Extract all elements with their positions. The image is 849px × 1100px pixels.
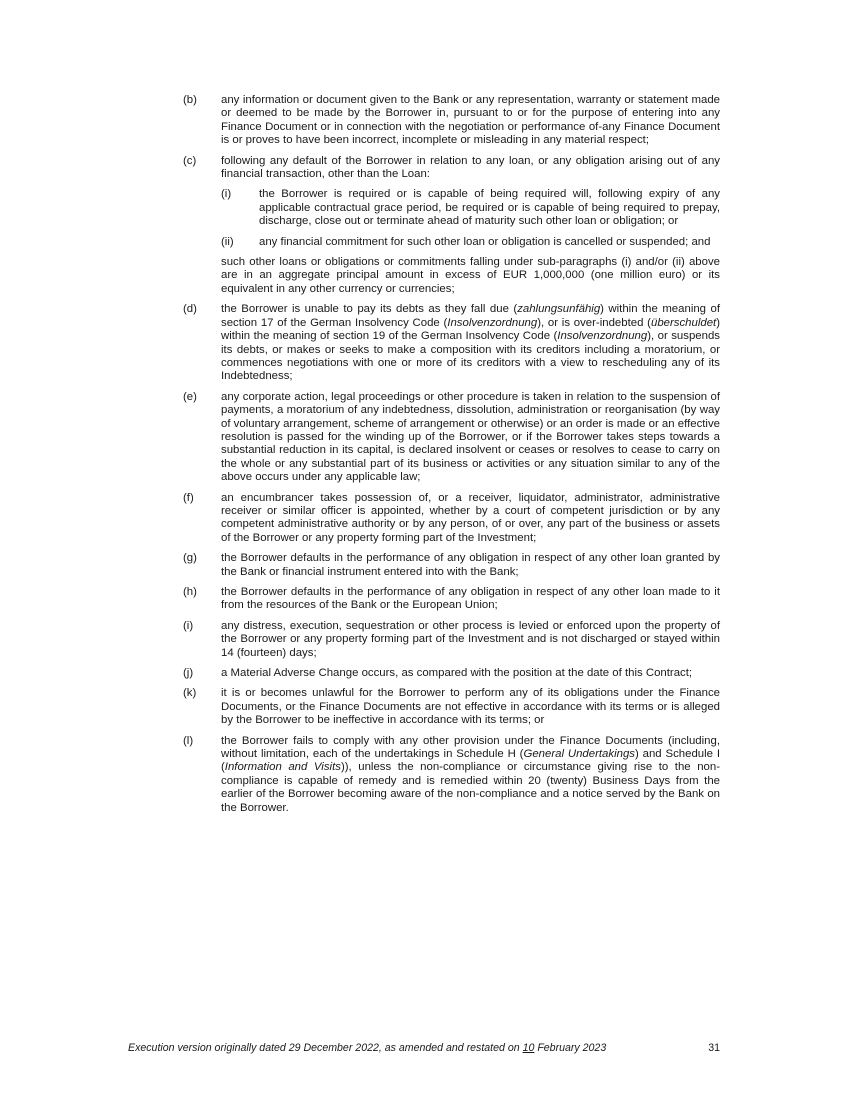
clause-text: the Borrower is unable to pay its debts as they fall due (zahlungsunfähig) within the meaning of section 17 of the German Insolvency Code (Insolvenzordnung), or is over-indebted (überschuldet) within the meaning of section 19 of the German Insolvency Code (Insolvenzordnung), or suspends its debts, or makes or seeks to make a composition with its creditors including a moratorium, or commences negotiations with one or more of its creditors with a view to rescheduling any of its Indebtedness; (221, 303, 721, 383)
clause-j (183, 667, 720, 680)
sub-clause-i (221, 188, 720, 228)
footer-note: Execution version originally dated 29 December 2022, as amended and restated on 10 February 2023 (128, 1042, 607, 1054)
clause-c (183, 155, 720, 297)
clause-text: a Material Adverse Change occurs, as compared with the position at the date of this Contract; (221, 667, 693, 680)
clause-e (183, 391, 720, 485)
clause-k (183, 687, 720, 727)
sub-clause-ii (221, 236, 720, 249)
sub-clause-label: (i) (221, 188, 232, 201)
clause-text: any corporate action, legal proceedings or other procedure is taken in relation to the suspension of payments, a moratorium of any indebtedness, dissolution, administration or reorganisation (by way of voluntary arrangement, scheme of arrangement or otherwise) or an order is made or an effective resolution is passed for the winding up of the Borrower, or if the Borrower takes steps towards a substantial reduction in its capital, is declared insolvent or ceases or resolves to cease to carry on the whole or any substantial part of its business or activities or any situation similar to any of the above occurs under any applicable law; (221, 390, 720, 484)
clause-l (183, 735, 720, 815)
clause-f (183, 492, 720, 546)
sub-clause-text: any financial commitment for such other loan or obligation is cancelled or suspended; and (259, 235, 711, 248)
clause-label: (i) (183, 619, 194, 632)
clause-text: the Borrower defaults in the performance of any obligation in respect of any other loan granted by the Bank or financial instrument entered into with the Bank; (221, 552, 720, 578)
clause-h (183, 586, 720, 613)
clause-text: it is or becomes unlawful for the Borrower to perform any of its obligations under the Finance Documents, or the Finance Documents are not effective in accordance with its terms or is alleged by the Borrower to be ineffective in accordance with its terms; or (221, 687, 720, 727)
clause-text: any distress, execution, sequestration or other process is levied or enforced upon the property of the Borrower or any property forming part of the Investment and is not discharged or stayed within 14 (fourteen) days; (221, 619, 720, 659)
clause-d (183, 303, 720, 383)
page-number: 31 (708, 1042, 720, 1054)
clause-text: the Borrower fails to comply with any other provision under the Finance Documents (including, without limitation, each of the undertakings in Schedule H (General Undertakings) and Schedule I (Information and Visits)), unless the non-compliance or circumstance giving rise to the non-compliance is capable of remedy and is remedied within 20 (twenty) Business Days from the earlier of the Borrower becoming aware of the non-compliance and a notice served by the Bank on the Borrower. (221, 734, 721, 814)
clause-label: (d) (183, 303, 197, 316)
clause-text: an encumbrancer takes possession of, or a receiver, liquidator, administrator, administrative receiver or similar officer is appointed, whether by a court of competent jurisdiction or by any competent administrative authority or by any person, of or over, any part of the business or assets of the Borrower or any property forming part of the Investment; (221, 491, 720, 544)
clause-label: (f) (183, 491, 194, 504)
clause-label: (e) (183, 390, 197, 403)
clause-label: (c) (183, 154, 197, 167)
sub-clause-text: the Borrower is required or is capable of being required will, following expiry of any applicable contractual grace period, be required or is capable of being required to prepay, discharge, close out or terminate ahead of maturity such other loan or obligation; or (259, 188, 720, 228)
clause-c-continuation: such other loans or obligations or commitments falling under sub-paragraphs (i) and/or (ii) above are in an aggregate principal amount in excess of EUR 1,000,000 (one million euro) or its equivalent in any other currency or currencies; (221, 256, 720, 295)
clause-label: (b) (183, 94, 197, 106)
clause-b (183, 94, 720, 148)
clause-text: any information or document given to the Bank or any representation, warranty or statement made or deemed to be made by the Borrower in, pursuant to or for the purpose of entering into any Finance Document or in connection with the negotiation or performance of-any Finance Document is or proves to have been incorrect, incomplete or misleading in any material respect; (221, 94, 720, 147)
clause-list (183, 94, 720, 822)
sub-clause-label: (ii) (221, 235, 234, 248)
clause-label: (l) (183, 734, 194, 747)
clause-label: (j) (183, 667, 194, 680)
clause-label: (h) (183, 586, 197, 598)
clause-label: (g) (183, 552, 197, 565)
clause-g (183, 552, 720, 579)
clause-text: following any default of the Borrower in relation to any loan, or any obligation arising out of any financial transaction, other than the Loan: (221, 154, 720, 181)
clause-text: the Borrower defaults in the performance of any obligation in respect of any other loan made to it from the resources of the Bank or the European Union; (221, 586, 720, 612)
clause-label: (k) (183, 687, 197, 700)
clause-i (183, 620, 720, 660)
